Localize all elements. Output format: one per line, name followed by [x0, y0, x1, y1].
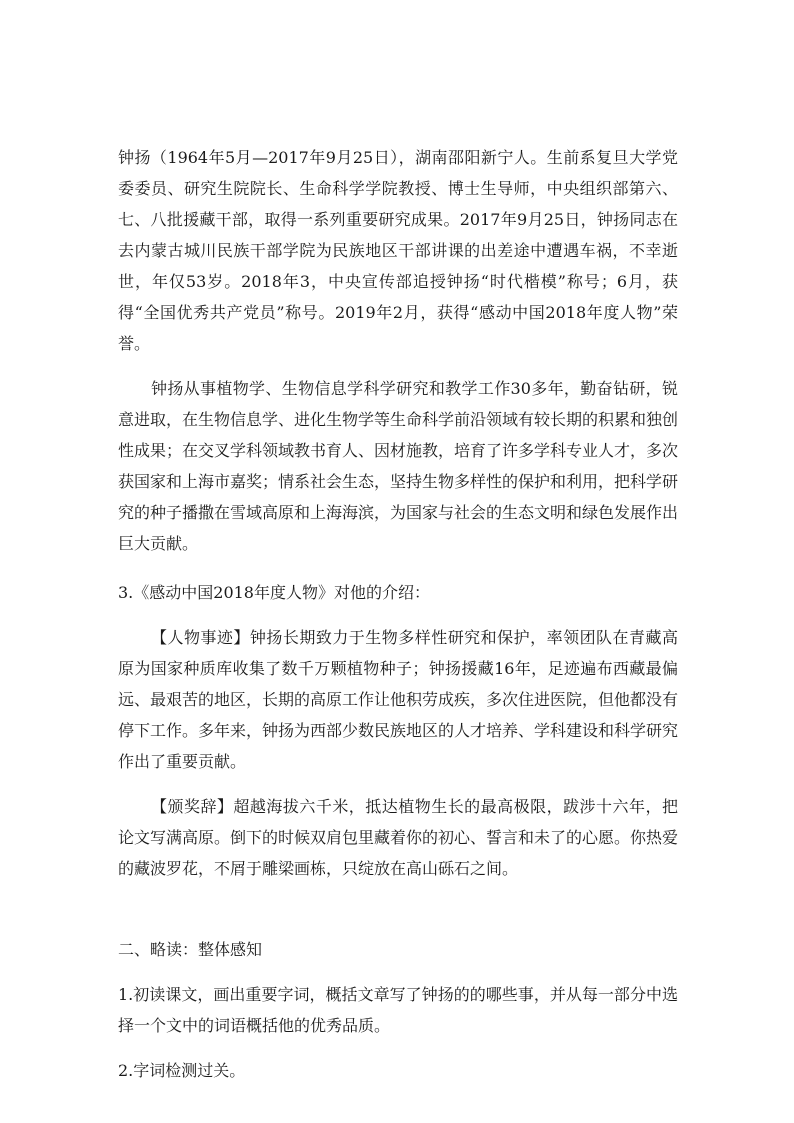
research-paragraph: 钟扬从事植物学、生物信息学科学研究和教学工作30多年，勤奋钻研，锐意进取，在生物信息学、进化生物学等生命科学前沿领域有较长期的积累和独创性成果；在交叉学科领域教书育人、因材施教，培育了许多学科专业人才，多次获国家和上海市嘉奖；情系社会生态，坚持生物多样性的保护和利用，把科学研究的种子播撒在雪域高原和上海海滨，为国家与社会的生态文明和绿色发展作出巨大贡献。 [118, 379, 679, 553]
award-text: 超越海拔六千米，抵达植物生长的最高极限，跋涉十六年，把论文写满高原。倒下的时候双肩包里藏着你的初心、誓言和未了的心愿。你热爱的藏波罗花，不屑于雕梁画栋，只绽放在高山砾石之间。 [118, 797, 679, 878]
deeds-tag: 【人物事迹】 [151, 628, 250, 647]
award-tag: 【颁奖辞】 [151, 797, 234, 816]
question-1: 1.初读课文，画出重要字词，概括文章写了钟扬的的哪些事，并从每一部分中选择一个文中的词语概括他的优秀品质。 [118, 985, 678, 1035]
deeds-paragraph [118, 622, 678, 777]
deeds-text: 钟扬长期致力于生物多样性研究和保护，率领团队在青藏高原为国家种质库收集了数千万颗植物种子；钟扬援藏16年，足迹遍布西藏最偏远、最艰苦的地区，长期的高原工作让他积劳成疾，多次住进医院，但他都没有停下工作。多年来，钟扬为西部少数民族地区的人才培养、学科建设和科学研究作出了重要贡献。 [118, 628, 679, 771]
award-paragraph [118, 791, 678, 884]
question-2: 2.字词检测过关。 [118, 1061, 246, 1080]
document-page [118, 142, 678, 1086]
section-heading: 二、略读：整体感知 [118, 940, 263, 959]
biography-paragraph: 钟扬（1964年5月—2017年9月25日），湖南邵阳新宁人。生前系复旦大学党委委员、研究生院院长、生命科学学院教授、博士生导师，中央组织部第六、七、八批援藏干部，取得一系列重要研究成果。2017年9月25日，钟扬同志在去内蒙古城川民族干部学院为民族地区干部讲课的出差途中遭遇车祸，不幸逝世，年仅53岁。2018年3，中央宣传部追授钟扬“时代楷模”称号；6月，获得“全国优秀共产党员”称号。2019年2月，获得“感动中国2018年度人物”荣誉。 [118, 148, 678, 353]
gandong-heading: 3.《感动中国2018年度人物》对他的介绍： [118, 583, 430, 602]
